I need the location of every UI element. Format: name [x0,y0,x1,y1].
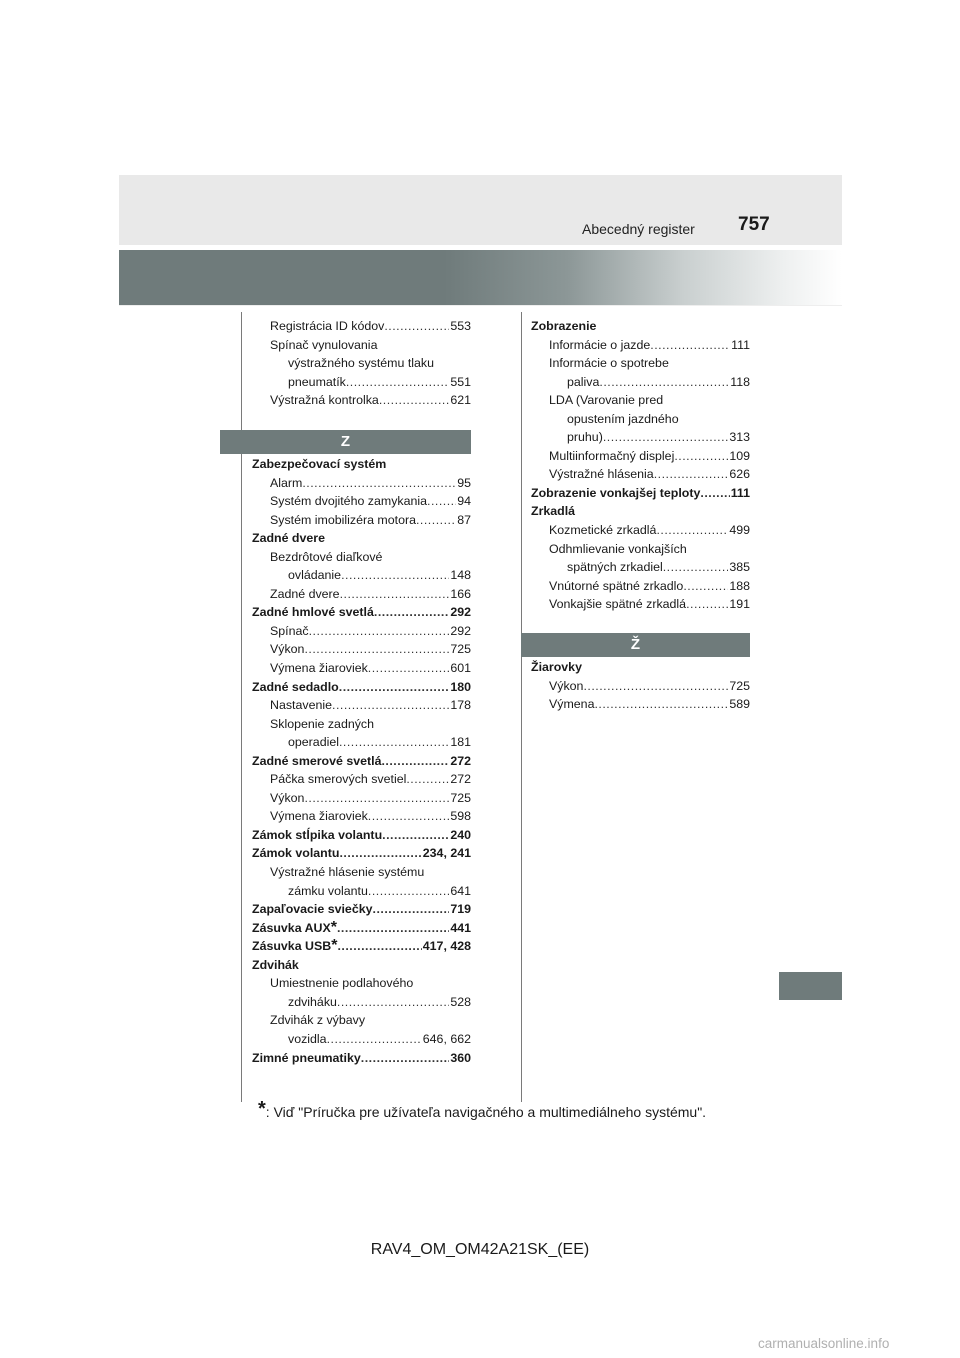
index-entry [252,733,471,752]
index-entry [531,336,750,355]
index-entry-text: Zámok volantu [252,846,340,861]
footnote-marker: * [258,1098,266,1120]
index-entry [252,1011,471,1030]
document-code: RAV4_OM_OM42A21SK_(EE) [370,1241,590,1258]
dot-leader [337,919,449,938]
index-entry-page: 641 [450,883,471,898]
index-entry-text: Informácie o spotrebe [549,356,669,371]
footnote [258,1098,706,1121]
index-entry-text: Multiinformačný displej [549,448,675,463]
index-entry [252,492,471,511]
index-entry-text: Systém imobilizéra motora [270,512,416,527]
index-entry [252,659,471,678]
index-entry-text: Spínač [270,623,309,638]
index-entry [531,677,750,696]
index-entry-text: výstražného systému tlaku [288,356,434,371]
index-entry [252,455,471,474]
index-entry-page: 234, 241 [422,846,471,861]
dot-leader [594,695,728,714]
index-entry-page: 111 [731,337,750,352]
page-number: 757 [738,214,770,235]
index-entry-text: Výmena žiaroviek [270,661,368,676]
index-entry [531,317,750,336]
index-entry [531,577,750,596]
index-entry [252,317,471,336]
index-entry-text: Sklopenie zadných [270,716,375,731]
dot-leader [656,521,728,540]
index-entry-page: 589 [729,697,750,712]
index-entry-page: 292 [450,623,471,638]
index-entry-text: Zadné dvere [270,586,340,601]
index-entry [252,956,471,975]
index-entry-page: 94 [457,494,471,509]
index-entry-text: Zadné hmlové svetlá [252,605,374,620]
index-entry-text: operadiel [288,735,339,750]
index-entry-page: 601 [450,661,471,676]
header-divider [119,305,842,306]
index-entry-text: Systém dvojitého zamykania [270,494,428,509]
index-entry-page: 191 [729,597,750,612]
index-entry-page: 292 [450,605,471,620]
index-entry [252,1049,471,1068]
index-entry-page: 180 [450,679,471,694]
index-entry-text: Zámok stĺpika volantu [252,827,383,842]
index-entry-page: 87 [457,512,471,527]
index-entry-text: Zdvihák z výbavy [270,1013,366,1028]
header-band [119,175,842,245]
index-entry [252,789,471,808]
index-entry-text: ovládanie [288,568,342,583]
index-entry [252,863,471,882]
index-entry-page: 111 [730,485,750,500]
right-column-top-entries [531,317,750,614]
index-entry-text: opustením jazdného [567,411,679,426]
dot-leader [416,511,456,530]
index-entry-page: 181 [450,735,471,750]
index-entry-text: Alarm [270,475,303,490]
index-entry-page: 417, 428 [422,939,471,954]
index-entry [531,465,750,484]
dot-leader [674,447,728,466]
index-entry [252,603,471,622]
index-entry-text: Zásuvka USB [252,939,332,954]
index-entry-text: vozidla [288,1031,327,1046]
index-entry [531,428,750,447]
dot-leader [327,1030,422,1049]
index-entry-page: 272 [450,772,471,787]
dot-leader [603,428,728,447]
index-entry-text: Zdvihák [252,957,299,972]
index-entry-page: 725 [450,642,471,657]
index-entry-page: 178 [450,698,471,713]
dot-leader [302,474,456,493]
index-entry-page: 725 [450,790,471,805]
index-entry [252,640,471,659]
index-entry [531,391,750,410]
index-entry [252,900,471,919]
index-entry: Zásuvka USB * ..... 417, 428 [252,937,471,956]
dot-leader [368,882,449,901]
index-entry-text: Zrkadlá [531,504,576,519]
index-entry-text: Kozmetické zrkadlá [549,523,657,538]
index-entry-page: 385 [729,560,750,575]
index-side-tab [779,972,842,1000]
dot-leader [309,622,450,641]
dot-leader [379,391,450,410]
index-entry-page: 553 [450,319,471,333]
index-entry [531,410,750,429]
index-entry-text: Vonkajšie spätné zrkadlá [549,597,687,612]
index-entry [252,511,471,530]
index-entry [252,882,471,901]
dot-leader [650,336,730,355]
dot-leader [700,484,729,503]
index-entry [252,585,471,604]
index-entry [252,770,471,789]
dot-leader [332,696,449,715]
index-entry-page: 272 [450,753,471,768]
index-entry [252,715,471,734]
dot-leader [686,595,728,614]
index-entry [252,548,471,567]
dot-leader [654,465,729,484]
section-letter-z-caron: Ž [521,633,750,657]
section-letter-z: Z [220,430,471,454]
index-entry-text: paliva [567,374,600,389]
dot-leader [339,678,450,697]
dot-leader [683,577,728,596]
index-entry-page: 166 [450,586,471,601]
index-entry [531,595,750,614]
index-entry-text: Výmena žiaroviek [270,809,368,824]
index-entry-text: Odhmlievanie vonkajších [549,541,687,556]
index-entry [252,622,471,641]
dot-leader [339,733,449,752]
index-entry-page: 148 [450,568,471,583]
dot-leader [373,900,450,919]
index-entry [531,558,750,577]
index-entry [531,447,750,466]
index-entry-text: Výstražné hlásenie systému [270,865,425,880]
index-entry-text: Výmena [549,697,595,712]
index-entry-text: Výkon [270,642,305,657]
index-entry [531,502,750,521]
index-entry [252,807,471,826]
index-entry-text: Zapaľovacie sviečky [252,902,373,917]
index-entry-text: Zobrazenie vonkajšej teploty [531,485,701,500]
dot-leader [337,937,421,956]
index-entry-page: 551 [450,374,471,389]
dot-leader [406,770,449,789]
index-entry [252,354,471,373]
index-entry [531,373,750,392]
footnote-text: : Viď "Príručka pre užívateľa navigačného a multimediálneho systému". [265,1104,707,1120]
watermark: carmanualsonline.info [758,1336,890,1351]
index-entry-text: Zobrazenie [531,319,597,333]
index-entry-text: Páčka smerových svetiel [270,772,407,787]
index-entry-text: Zadné sedadlo [252,679,339,694]
index-entry-text: LDA (Varovanie pred [549,393,664,408]
index-entry-page: 118 [730,374,750,389]
index-entry [531,521,750,540]
index-entry [252,474,471,493]
dot-leader [583,677,728,696]
dot-leader [361,1049,450,1068]
index-entry-text: Zásuvka AUX [252,920,331,935]
index-entry-text: Zadné smerové svetlá [252,753,382,768]
index-entry-page: 621 [450,393,471,408]
index-entry-text: Informácie o jazde [549,337,651,352]
index-entry-text: Nastavenie [270,698,332,713]
index-entry [252,993,471,1012]
index-entry-text: Výkon [549,678,584,693]
index-entry-page: 95 [457,475,471,490]
index-entry-page: 109 [729,448,750,463]
dot-leader [341,566,449,585]
middle-column-rule [521,312,522,1102]
index-entry [252,752,471,771]
header-gradient-bar [119,250,842,305]
index-entry-page: 499 [729,523,750,538]
left-column-entries [252,455,471,1067]
dot-leader [599,373,729,392]
index-entry-page: 313 [729,430,750,445]
section-title: Abecedný register [582,221,695,237]
index-entry [252,826,471,845]
index-entry [252,974,471,993]
index-entry-text: Výkon [270,790,305,805]
index-entry-text: Umiestnenie podlahového [270,976,414,991]
index-entry [252,529,471,548]
dot-leader [368,807,450,826]
index-entry-page: 360 [450,1050,471,1065]
index-entry-page: 598 [450,809,471,824]
index-entry [252,1030,471,1049]
left-column-top-entries [252,317,471,410]
index-entry-text: zdviháku [288,994,337,1009]
index-entry-text: Žiarovky [531,660,582,674]
index-entry: Zásuvka AUX * ..... 441 [252,919,471,938]
index-entry-page: 441 [450,920,471,935]
index-entry [531,540,750,559]
index-entry [531,354,750,373]
index-entry [252,336,471,355]
index-entry [252,678,471,697]
dot-leader [374,603,449,622]
index-entry [252,373,471,392]
index-entry [252,696,471,715]
index-entry [531,695,750,714]
index-entry-text: zámku volantu [288,883,368,898]
index-entry-page: 725 [729,678,750,693]
index-entry-text: Vnútorné spätné zrkadlo [549,578,684,593]
index-entry-page: 528 [450,994,471,1009]
index-entry [531,484,750,503]
index-entry-text: Zimné pneumatiky [252,1050,361,1065]
index-entry-page: 646, 662 [422,1031,471,1046]
index-entry-text: Zabezpečovací systém [252,457,387,471]
dot-leader [663,558,729,577]
dot-leader [368,659,450,678]
index-entry-page: 188 [729,578,750,593]
dot-leader [381,752,449,771]
index-entry [531,658,750,677]
right-column-entries [531,658,750,714]
index-entry-text: Zadné dvere [252,531,325,546]
dot-leader [339,844,421,863]
dot-leader [340,585,450,604]
index-entry [252,391,471,410]
index-entry-page: 719 [450,902,471,917]
index-entry-text: Registrácia ID kódov [270,319,385,333]
index-entry-text: Výstražná kontrolka [270,393,379,408]
dot-leader [304,640,449,659]
dot-leader [384,317,449,336]
dot-leader [382,826,449,845]
index-entry-page: 240 [450,827,471,842]
index-entry [252,844,471,863]
index-entry-text: pneumatík [288,374,346,389]
dot-leader [346,373,449,392]
index-entry-text: Bezdrôtové diaľkové [270,549,383,564]
index-entry [252,566,471,585]
index-entry-page: 626 [729,467,750,482]
index-entry-text: Výstražné hlásenia [549,467,654,482]
dot-leader [427,492,456,511]
index-entry-text: Spínač vynulovania [270,337,378,352]
dot-leader [337,993,449,1012]
index-entry-text: pruhu) [567,430,603,445]
dot-leader [304,789,449,808]
index-entry-text: spätných zrkadiel [567,560,663,575]
